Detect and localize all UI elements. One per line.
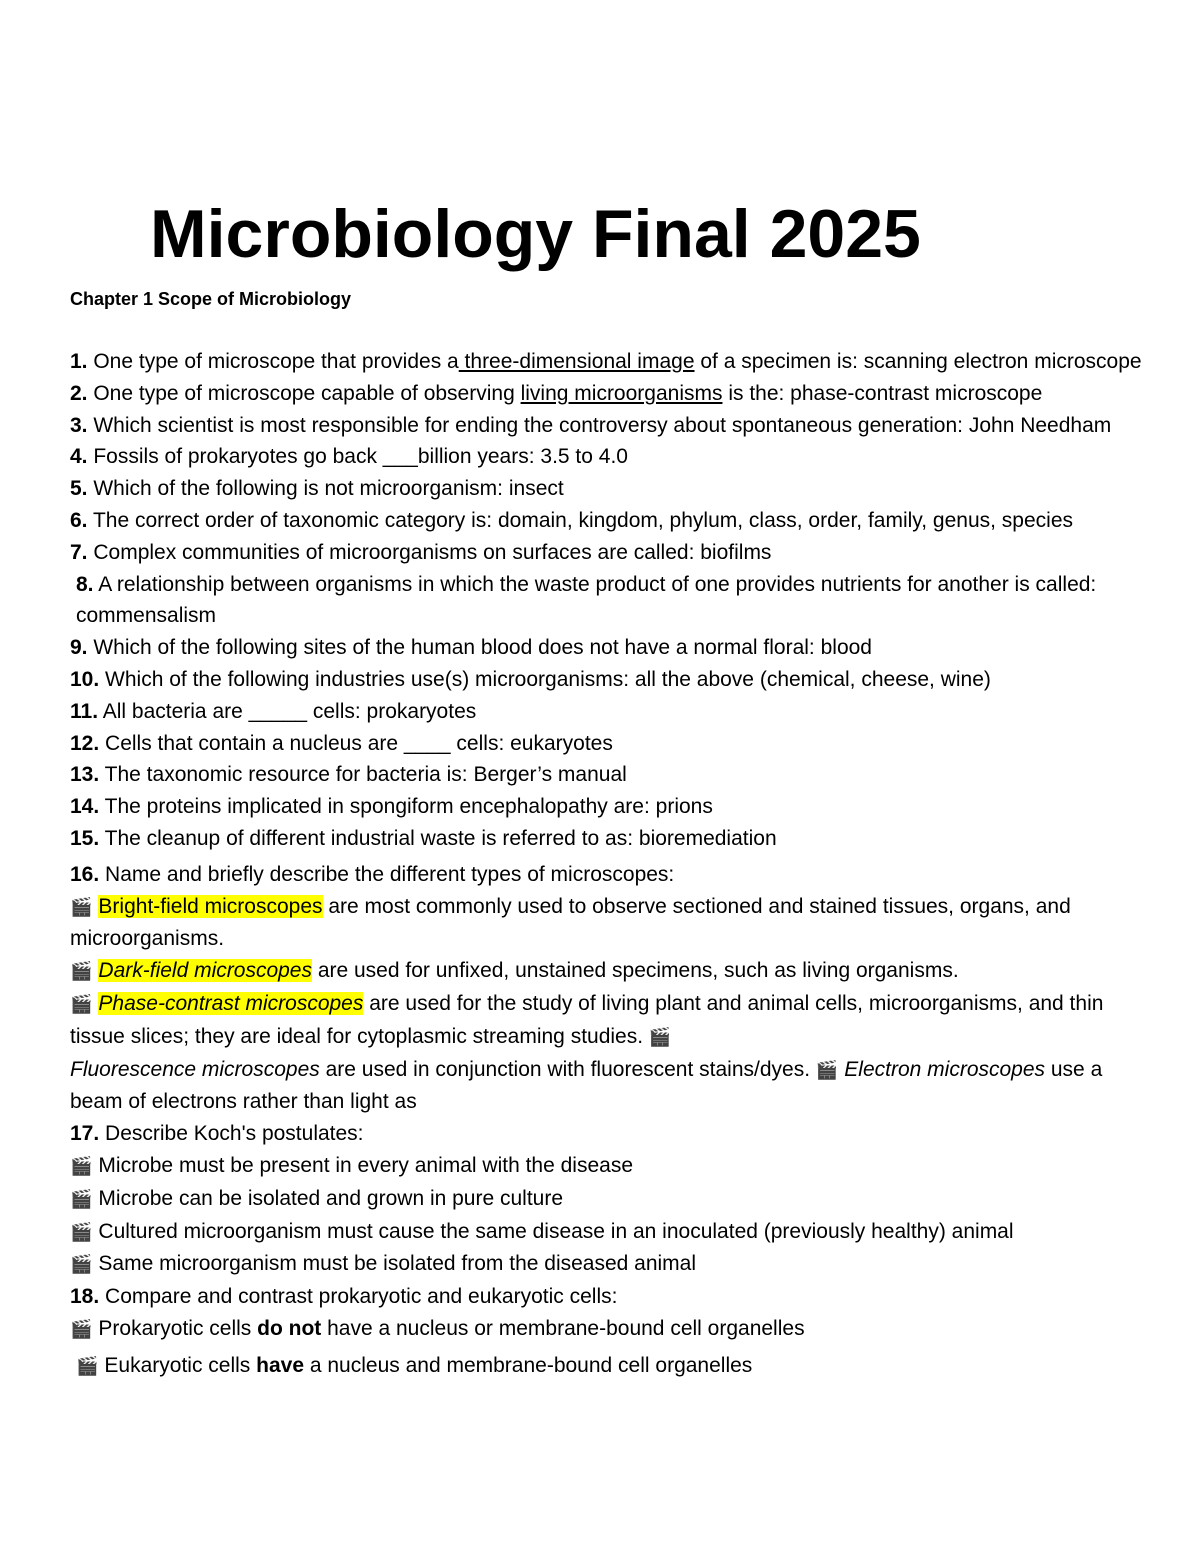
question-9: 9. Which of the following sites of the human blood does not have a normal floral: blood xyxy=(70,636,872,660)
question-6: 6. The correct order of taxonomic category is: domain, kingdom, phylum, class, order, family, genus, species xyxy=(70,508,1074,532)
clapperboard-icon: 🎬 xyxy=(76,1355,99,1376)
question-5: 5. Which of the following is not microorganism: insect xyxy=(70,477,564,501)
clapperboard-icon: 🎬 xyxy=(70,961,93,982)
question-number: 9. xyxy=(70,636,88,660)
bold-text: have xyxy=(256,1353,305,1377)
question-number: 13. xyxy=(70,763,100,787)
underlined-text: living microorganisms xyxy=(520,381,723,405)
clapperboard-icon: 🎬 xyxy=(70,1254,93,1275)
eukaryotic-item: 🎬 Eukaryotic cells have a nucleus and membrane-bound cell organelles xyxy=(70,1350,1150,1383)
phase-contrast-item: 🎬 Phase-contrast microscopes are used for the study of living plant and animal cells, microorganisms, and thin tissue slices; they are ideal for cytoplasmic streaming studies. 🎬 Fluorescence microscopes are used in conjunction with fluorescent stains/dyes. 🎬 Electron microscopes use a beam of electrons rather than light as xyxy=(70,988,1150,1118)
clapperboard-icon: 🎬 xyxy=(70,896,93,917)
question-4: 4. Fossils of prokaryotes go back ___billion years: 3.5 to 4.0 xyxy=(70,445,628,469)
question-number: 15. xyxy=(70,826,100,850)
question-3: 3. Which scientist is most responsible for ending the controversy about spontaneous generation: John Needham xyxy=(70,413,1112,437)
question-number: 17. xyxy=(70,1122,100,1146)
italic-term: Electron microscopes xyxy=(844,1057,1046,1081)
list-item: 🎬 Microbe can be isolated and grown in pure culture xyxy=(70,1183,1150,1216)
question-11: 11. All bacteria are _____ cells: prokaryotes xyxy=(70,699,477,723)
clapperboard-icon: 🎬 xyxy=(648,1026,672,1047)
clapperboard-icon: 🎬 xyxy=(70,1221,93,1242)
bright-field-item: 🎬 Bright-field microscopes are most commonly used to observe sectioned and stained tissues, organs, and microorganisms. xyxy=(70,891,1150,956)
clapperboard-icon: 🎬 xyxy=(70,1188,93,1209)
highlighted-term: Bright-field microscopes xyxy=(98,894,323,918)
question-10: 10. Which of the following industries use(s) microorganisms: all the above (chemical, cheese, wine) xyxy=(70,667,991,691)
list-item: 🎬 Cultured microorganism must cause the same disease in an inoculated (previously healthy) animal xyxy=(70,1216,1150,1249)
question-12: 12. Cells that contain a nucleus are ____ cells: eukaryotes xyxy=(70,731,613,755)
question-number: 11. xyxy=(70,699,99,723)
question-number: 5. xyxy=(70,477,88,501)
page-title: Microbiology Final 2025 xyxy=(150,196,921,272)
question-18: 18. Compare and contrast prokaryotic and eukaryotic cells: xyxy=(70,1285,618,1309)
italic-term: Fluorescence microscopes xyxy=(70,1057,320,1081)
question-13: 13. The taxonomic resource for bacteria is: Berger’s manual xyxy=(70,763,627,787)
chapter-heading: Chapter 1 Scope of Microbiology xyxy=(70,289,352,309)
question-17: 17. Describe Koch's postulates: xyxy=(70,1122,364,1146)
clapperboard-icon: 🎬 xyxy=(815,1059,839,1080)
list-item: 🎬 Microbe must be present in every animal with the disease xyxy=(70,1150,1150,1183)
question-14: 14. The proteins implicated in spongiform encephalopathy are: prions xyxy=(70,795,713,819)
question-number: 4. xyxy=(70,445,88,469)
question-number: 2. xyxy=(70,381,88,405)
prokaryotic-item: 🎬 Prokaryotic cells do not have a nucleus or membrane-bound cell organelles xyxy=(70,1313,1150,1346)
bold-text: do not xyxy=(257,1316,322,1340)
question-number: 3. xyxy=(70,413,88,437)
highlighted-term: Dark-field microscopes xyxy=(98,959,312,983)
question-2: 2. One type of microscope capable of observing living microorganisms is the: phase-contrast microscope xyxy=(70,381,1043,405)
question-number: 16. xyxy=(70,862,100,886)
question-number: 1. xyxy=(70,350,88,373)
question-1: 1. One type of microscope that provides a three-dimensional image of a specimen is: scanning electron microscope xyxy=(70,350,1142,373)
clapperboard-icon: 🎬 xyxy=(70,993,93,1014)
clapperboard-icon: 🎬 xyxy=(70,1155,93,1176)
question-number: 6. xyxy=(70,508,88,532)
question-16: 16. Name and briefly describe the different types of microscopes: xyxy=(70,862,675,886)
question-number: 14. xyxy=(70,795,100,819)
question-list xyxy=(70,346,1150,1383)
question-number: 8. xyxy=(76,572,94,596)
question-number: 7. xyxy=(70,540,88,564)
underlined-text: three-dimensional image xyxy=(458,350,695,373)
highlighted-term: Phase-contrast microscopes xyxy=(98,991,364,1015)
list-item: 🎬 Same microorganism must be isolated from the diseased animal xyxy=(70,1248,1150,1281)
clapperboard-icon: 🎬 xyxy=(70,1318,93,1339)
dark-field-item: 🎬 Dark-field microscopes are used for unfixed, unstained specimens, such as living organisms. xyxy=(70,955,1150,988)
question-number: 18. xyxy=(70,1285,100,1309)
question-number: 10. xyxy=(70,667,100,691)
question-15: 15. The cleanup of different industrial waste is referred to as: bioremediation xyxy=(70,826,777,850)
question-8: 8. A relationship between organisms in which the waste product of one provides nutrients for another is called: commensalism xyxy=(76,572,1097,628)
question-number: 12. xyxy=(70,731,100,755)
question-7: 7. Complex communities of microorganisms on surfaces are called: biofilms xyxy=(70,540,772,564)
